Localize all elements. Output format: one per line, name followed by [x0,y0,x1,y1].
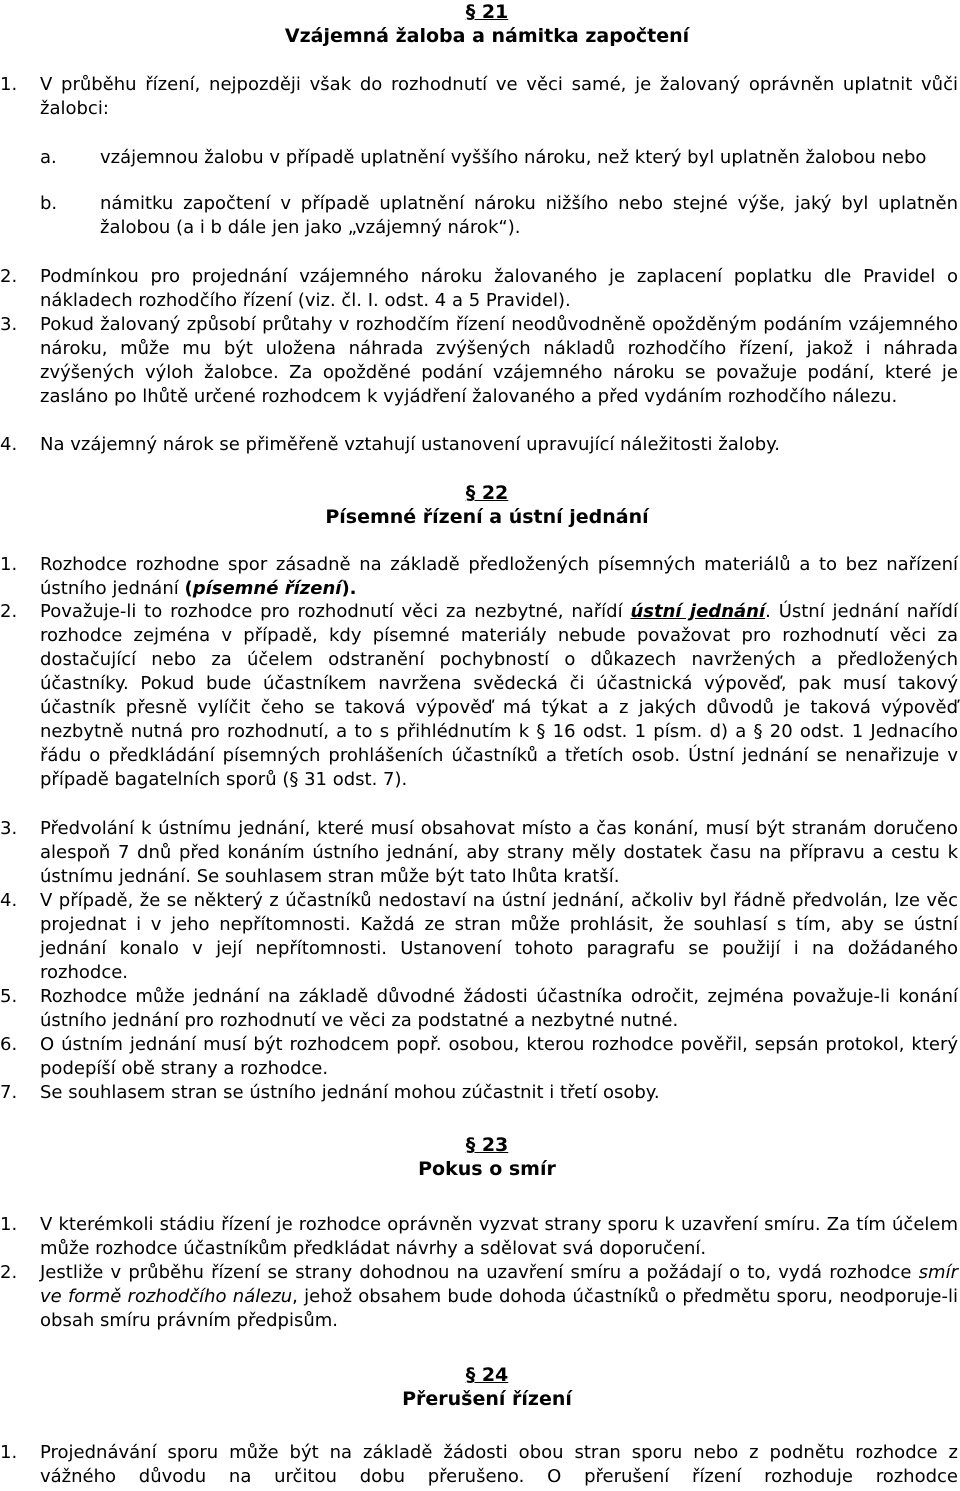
s22-item-5-text: Rozhodce může jednání na základě důvodné žádosti účastníka odročit, zejména považuje-li konání ústního jednání pro rozhodnutí ve věci za podstatné a nezbytné nutné. [40,986,958,1031]
s22-item-2-number: 2. [0,601,18,622]
s23-item-2 [0,1261,960,1333]
section-21-symbol: § 21 [465,1,509,23]
s22-item-3-text: Předvolání k ústnímu jednání, které musí obsahovat místo a čas konání, musí být stranám doručeno alespoň 7 dnů před konáním ústního jednání, aby strany měly dostatek času na přípravu a cestu k ústnímu jednání. Se souhlasem stran může být tato lhůta kratší. [40,818,958,887]
s21-item-a-text: vzájemnou žalobu v případě uplatnění vyššího nároku, než který byl uplatněn žalobou nebo [100,147,927,168]
s22-item-7-text: Se souhlasem stran se ústního jednání mohou zúčastnit i třetí osoby. [40,1082,660,1103]
section-22-symbol: § 22 [465,482,509,504]
section-24-heading [0,1363,960,1411]
s21-item-b-letter: b. [40,193,58,214]
s22-item-1-text-main: Rozhodce rozhodne spor zásadně na základě předložených písemných materiálů a to bez nařízení ústního jednání [40,554,958,599]
s22-item-7 [0,1081,960,1105]
s22-item-2-text [40,600,958,792]
s22-item-3 [0,817,960,889]
s23-item-1 [0,1213,960,1261]
s21-item-4 [0,433,960,457]
s23-item-2-emphasis: smír ve formě rozhodčího nálezu [40,1262,958,1307]
s21-item-2-text: Podmínkou pro projednání vzájemného nároku žalovaného je zaplacení poplatku dle Pravidel o nákladech rozhodčího řízení (viz. čl. I. odst. 4 a 5 Pravidel). [40,266,958,311]
s23-item-2-text-main: Jestliže v průběhu řízení se strany dohodnou na uzavření smíru a požádají o to, vydá rozhodce [40,1262,919,1283]
s24-item-1 [0,1441,960,1489]
section-24-title: Přerušení řízení [402,1388,572,1410]
section-24-symbol: § 24 [465,1364,509,1386]
s21-item-1-number: 1. [0,74,18,95]
s22-item-5-number: 5. [0,986,18,1007]
s22-item-1-paren-close: ). [341,578,357,599]
s22-item-2-text-main: Považuje-li to rozhodce pro rozhodnutí věci za nezbytné, nařídí [40,601,631,622]
s22-item-7-number: 7. [0,1082,18,1103]
s21-item-a-letter: a. [40,147,57,168]
s21-item-b [0,192,960,240]
s22-item-1-text [40,553,958,601]
s22-item-6-number: 6. [0,1034,18,1055]
s22-item-4-text: V případě, že se některý z účastníků nedostaví na ústní jednání, ačkoliv byl řádně předvolán, lze věc projednat i v jeho nepřítomnosti. Každá ze stran může prohlásit, že souhlasí s tím, aby se ústní jednání konalo v její nepřítomnosti. Ustanovení tohoto paragrafu se použijí i na dožádaného rozhodce. [40,890,958,983]
s21-item-a [0,146,960,170]
s22-item-4-number: 4. [0,890,18,911]
s21-item-2-number: 2. [0,266,18,287]
section-21-heading [0,0,960,48]
s23-item-2-number: 2. [0,1262,18,1283]
s22-item-1-number: 1. [0,554,18,575]
s23-item-2-text-rest: , jehož obsahem bude dohoda účastníků o předmětu sporu, neodporuje-li obsah smíru právním předpisům. [40,1286,958,1331]
s21-item-1-text: V průběhu řízení, nejpozději však do rozhodnutí ve věci samé, je žalovaný oprávněn uplatnit vůči žalobci: [40,74,958,119]
s22-item-1-paren-open: ( [184,578,193,599]
s21-item-1 [0,73,960,121]
s21-item-4-text: Na vzájemný nárok se přiměřeně vztahují ustanovení upravující náležitosti žaloby. [40,434,780,455]
s22-item-1 [0,553,960,601]
s22-item-3-number: 3. [0,818,18,839]
s22-item-2-text-rest: . Ústní jednání nařídí rozhodce zejména v případě, kdy písemné materiály nebude považovat pro rozhodnutí věci za dostačující nebo za účelem odstranění pochybností o důkazech navržených a předložených účastníky. Pokud bude účastníkem navržena svědecká či účastnická výpověď, pak musí takový účastník přesně vylíčit čeho se taková výpověď má týkat a z jakých důvodů je taková výpověď nezbytně nutná pro rozhodnutí, a to s přihlédnutím k § 16 odst. 1 písm. d) a § 20 odst. 1 Jednacího řádu o předkládání písemných prohlášeních účastníků a třetích osob. Ústní jednání se nenařizuje v případě bagatelních sporů (§ 31 odst. 7). [40,601,958,790]
s23-item-1-text: V kterémkoli stádiu řízení je rozhodce oprávněn vyzvat strany sporu k uzavření smíru. Za tím účelem může rozhodce účastníkům předkládat návrhy a sdělovat svá doporučení. [40,1214,958,1259]
s21-item-3-number: 3. [0,314,18,335]
section-23-title: Pokus o smír [418,1158,556,1180]
s23-item-2-text [40,1261,958,1333]
section-23-symbol: § 23 [465,1134,509,1156]
s22-item-1-emphasis: písemné řízení [192,578,342,599]
s24-item-1-number: 1. [0,1442,18,1463]
s21-item-3 [0,313,960,409]
section-22-title: Písemné řízení a ústní jednání [325,506,649,528]
s24-item-1-text: Projednávání sporu může být na základě žádosti obou stran sporu nebo z podnětu rozhodce z vážného důvodu na určitou dobu přerušeno. O přerušení řízení rozhoduje rozhodce [40,1442,958,1487]
s22-item-6-text: O ústním jednání musí být rozhodcem popř. osobou, kterou rozhodce pověřil, sepsán protokol, který podepíší obě strany a rozhodce. [40,1034,958,1079]
section-23-heading [0,1133,960,1181]
section-21-title: Vzájemná žaloba a námitka započtení [284,25,690,47]
s22-item-5 [0,985,960,1033]
s21-item-b-text: námitku započtení v případě uplatnění nároku nižšího nebo stejné výše, jaký byl uplatněn žalobou (a i b dále jen jako „vzájemný nárok“). [100,193,958,238]
s21-item-2 [0,265,960,313]
s22-item-2-emphasis: ústní jednání [630,601,766,622]
section-22-heading [0,481,960,529]
s22-item-6 [0,1033,960,1081]
s21-item-3-text: Pokud žalovaný způsobí průtahy v rozhodčím řízení neodůvodněně opožděným podáním vzájemného nároku, může mu být uložena náhrada zvýšených nákladů rozhodčího řízení, jakož i náhrada zvýšených výloh žalobce. Za opožděné podání vzájemného nároku se považuje podání, které je zasláno po lhůtě určené rozhodcem k vyjádření žalovaného a před vydáním rozhodčího nálezu. [40,314,958,407]
s21-item-4-number: 4. [0,434,18,455]
s22-item-2 [0,600,960,792]
s22-item-4 [0,889,960,985]
s23-item-1-number: 1. [0,1214,18,1235]
